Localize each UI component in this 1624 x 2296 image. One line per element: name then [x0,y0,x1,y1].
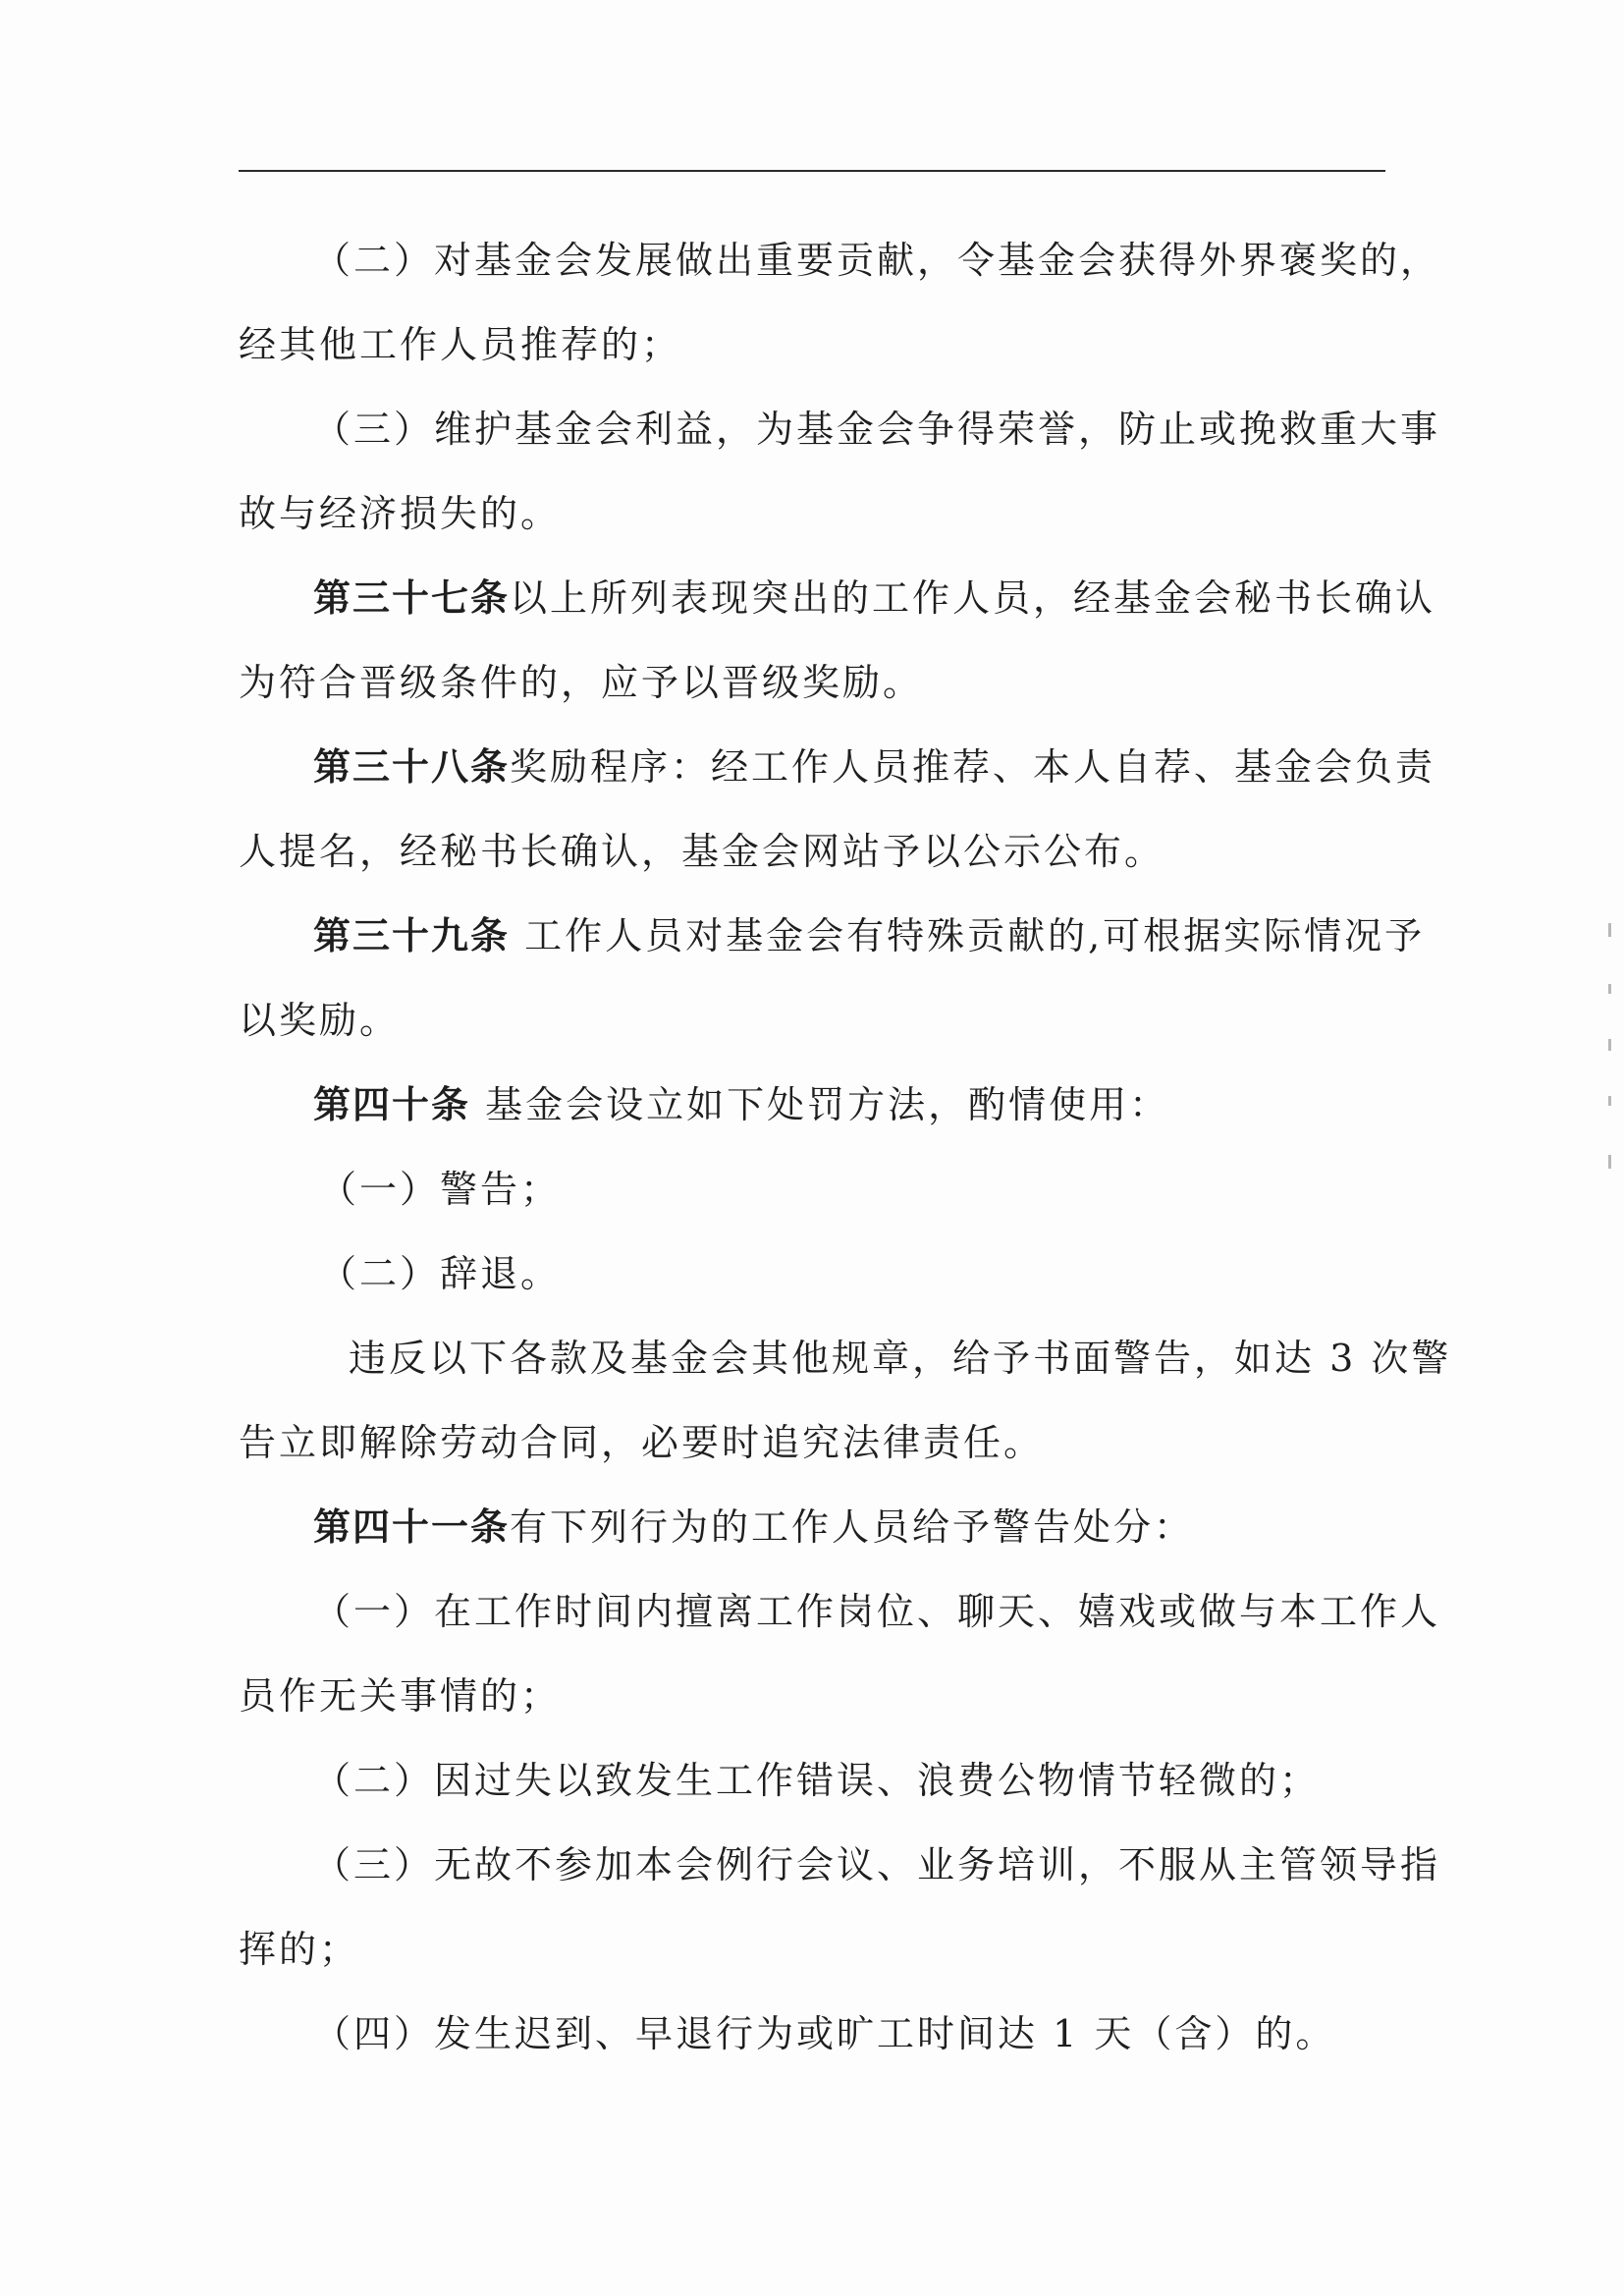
penalty-item: （二）辞退。 [319,1252,562,1295]
scan-edge-marks [1608,923,1618,1218]
penalty-item: （一）警告； [319,1168,562,1211]
clause-line: 故与经济损失的。 [239,492,562,535]
clause-line: 员作无关事情的； [239,1674,562,1718]
article-heading: 第四十一条 [313,1504,511,1549]
article-heading: 第三十八条 [313,744,511,789]
clause-line: 挥的； [239,1928,360,1971]
clause-line: 以奖励。 [239,999,401,1042]
clause-line: 经其他工作人员推荐的； [239,323,682,366]
clause-line: （二）因过失以致发生工作错误、浪费公物情节轻微的； [313,1759,1321,1802]
clause-line: （一）在工作时间内擅离工作岗位、聊天、嬉戏或做与本工作人 [313,1590,1441,1633]
article-text: 奖励程序：经工作人员推荐、本人自荐、基金会负责 [510,745,1436,789]
article-38 [239,725,1436,809]
article-37 [239,556,1436,640]
scan-mark [1608,1155,1611,1169]
clause-line: （四）发生迟到、早退行为或旷工时间达 1 天（含）的。 [313,2012,1336,2055]
clause-line: （三）无故不参加本会例行会议、业务培训，不服从主管领导指 [313,1843,1441,1886]
clause-line: 为符合晋级条件的，应予以晋级奖励。 [239,661,924,704]
clause-line: （三）维护基金会利益，为基金会争得荣誉，防止或挽救重大事 [313,408,1441,451]
article-text: 以上所列表现突出的工作人员，经基金会秘书长确认 [510,576,1436,620]
clause-line: 告立即解除劳动合同，必要时追究法律责任。 [239,1421,1045,1464]
article-text: 工作人员对基金会有特殊贡献的,可根据实际情况予 [510,914,1426,957]
header-rule [239,170,1385,172]
article-39 [239,894,1426,978]
clause-line: （二）对基金会发展做出重要贡献，令基金会获得外界褒奖的， [313,239,1441,282]
clause-line: 人提名，经秘书长确认，基金会网站予以公示公布。 [239,830,1165,873]
scan-mark [1608,923,1611,937]
article-40 [239,1063,1385,1147]
document-body [239,218,1452,2076]
article-text: 基金会设立如下处罚方法，酌情使用： [470,1083,1170,1126]
article-text: 有下列行为的工作人员给予警告处分： [510,1505,1195,1549]
article-heading: 第三十九条 [313,913,511,957]
scan-mark [1608,984,1611,994]
scan-mark [1608,1039,1611,1051]
scan-mark [1608,1096,1611,1106]
article-heading: 第四十条 [313,1082,471,1126]
article-41 [239,1485,1385,1569]
clause-line: 违反以下各款及基金会其他规章，给予书面警告，如达 3 次警 [349,1337,1452,1380]
article-heading: 第三十七条 [313,575,511,620]
